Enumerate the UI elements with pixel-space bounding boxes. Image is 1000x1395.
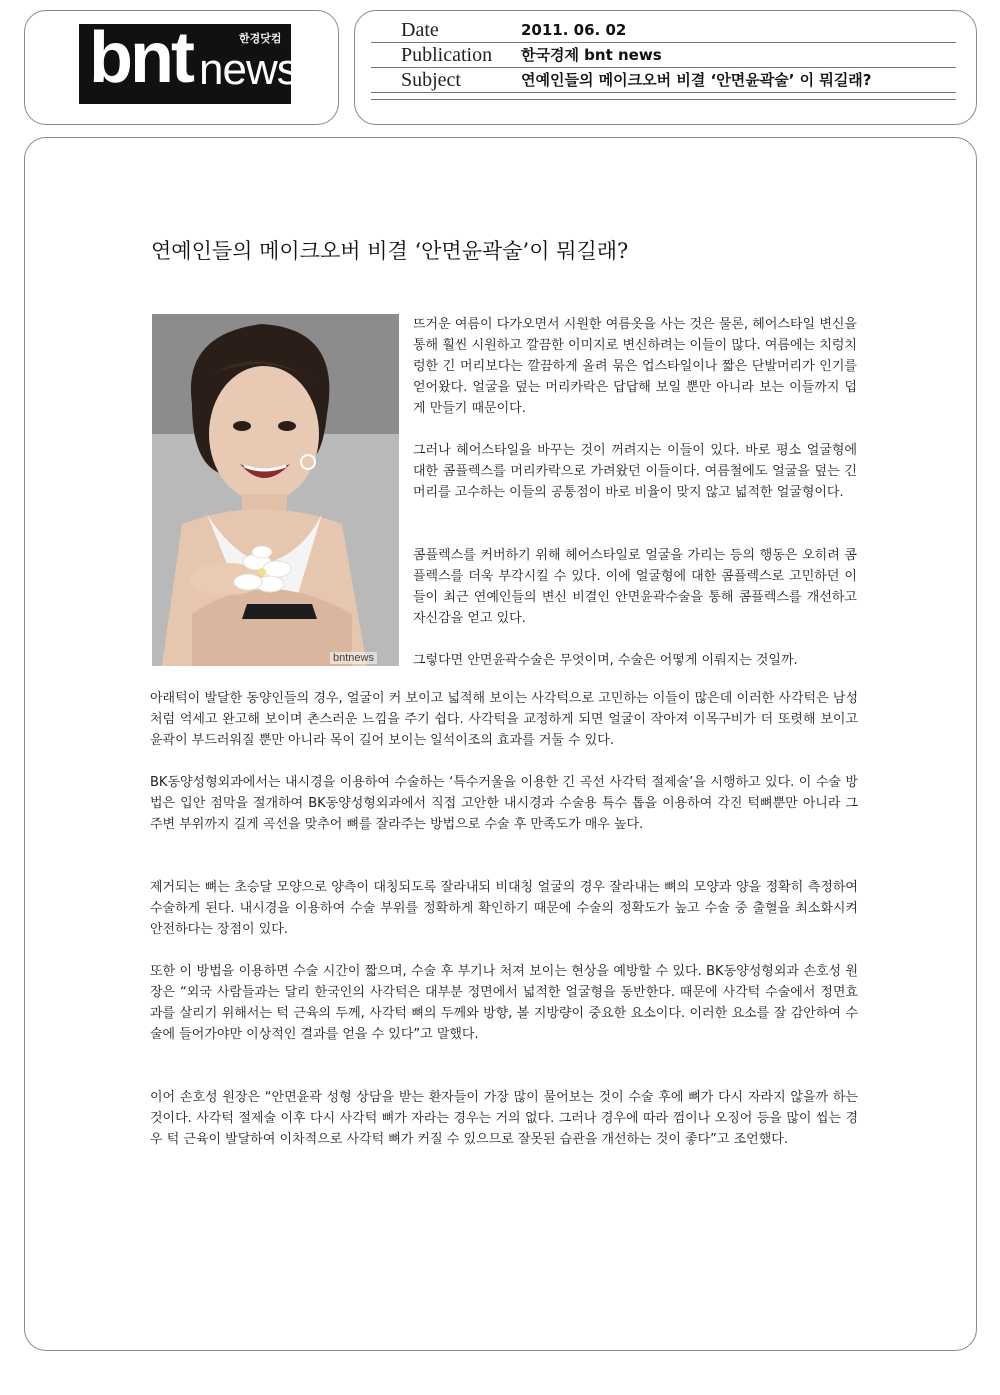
article-paragraph: BK동양성형외과에서는 내시경을 이용하여 수술하는 ‘특수거울을 이용한 긴 곡선 사각턱 절제술’을 시행하고 있다. 이 수술 방법은 입안 점막을 절개하여 BK동양성형외과에서 직접 고안한 내시경과 수술용 특수 톱을 이용하여 각진 턱뼈뿐만 아니라 그 주변 부위까지 길게 곡선을 맞추어 뼈를 잘라주는 방법으로 수술 후 만족도가 매우 높다. [150, 775, 858, 832]
meta-label: Publication [401, 44, 493, 66]
meta-row-date [371, 17, 956, 43]
article-headline: 연예인들의 메이크오버 비결 ‘안면윤곽술’이 뭐길래? [151, 239, 629, 263]
meta-value: 연예인들의 메이크오버 비결 ‘안면윤곽술’ 이 뭐길래? [521, 71, 872, 89]
logo-brand: bnt [89, 18, 192, 98]
article-paragraph: 콤플렉스를 커버하기 위해 헤어스타일로 얼굴을 가리는 등의 행동은 오히려 콤플렉스를 더욱 부각시킬 수 있다. 이에 얼굴형에 대한 콤플렉스로 고민하던 이들이 최근 연예인들의 변신 비결인 안면윤곽수술을 통해 콤플렉스를 개선하고 자신감을 얻고 있다. [413, 548, 857, 626]
article-paragraph: 제거되는 뼈는 초승달 모양으로 양측이 대칭되도록 잘라내되 비대칭 얼굴의 경우 잘라내는 뼈의 모양과 양을 정확히 측정하여 수술하게 된다. 내시경을 이용하여 수술 부위를 정확하게 확인하기 때문에 수술의 정확도가 높고 수술 중 출혈을 최소화시켜 안전하다는 장점이 있다. [150, 880, 858, 937]
meta-value: 2011. 06. 02 [521, 21, 627, 39]
logo-sub: news [199, 45, 298, 94]
metadata-panel [354, 10, 977, 125]
logo-korean: 한경닷컴 [239, 32, 282, 45]
article-paragraph: 이어 손호성 원장은 “안면윤곽 성형 상담을 받는 환자들이 가장 많이 물어보는 것이 수술 후에 뼈가 다시 자라지 않을까 하는 것이다. 사각턱 절제술 이후 다시 사각턱 뼈가 자라는 경우는 거의 없다. 그러나 경우에 따라 껌이나 오징어 등을 많이 씹는 경우 턱 근육이 발달하여 이차적으로 사각턱 뼈가 커질 수 있으므로 잘못된 습관을 개선하는 것이 좋다”고 조언했다. [150, 1090, 858, 1147]
meta-value: 한국경제 bnt news [521, 46, 662, 64]
bnt-news-logo [79, 18, 298, 104]
article-paragraph: 그렇다면 안면윤곽수술은 무엇이며, 수술은 어떻게 이뤄지는 것일까. [413, 653, 798, 668]
meta-label: Date [401, 19, 439, 41]
photo-credit: bntnews [330, 652, 377, 664]
woman-portrait-image [152, 314, 399, 666]
meta-row-subject [371, 67, 956, 93]
article-paragraph: 또한 이 방법을 이용하면 수술 시간이 짧으며, 수술 후 부기나 처져 보이는 현상을 예방할 수 있다. BK동양성형외과 손호성 원장은 “외국 사람들과는 달리 한국인의 사각턱은 대부분 정면에서 넓적한 얼굴형을 동반한다. 때문에 사각턱 수술에서 정면효과를 살리기 위해서는 턱 근육의 두께, 사각턱 뼈의 두께와 방향, 볼 지방량이 중요한 요소이다. 이러한 요소를 잘 감안하여 수술에 들어가야만 이상적인 결과를 얻을 수 있다”고 말했다. [150, 964, 858, 1042]
meta-label: Subject [401, 69, 461, 91]
article-paragraph: 아래턱이 발달한 동양인들의 경우, 얼굴이 커 보이고 넓적해 보이는 사각턱으로 고민하는 이들이 많은데 이러한 사각턱은 남성처럼 억세고 완고해 보이며 촌스러운 느낌을 주기 쉽다. 사각턱을 교정하게 되면 얼굴이 작아져 이목구비가 더 또렷해 보이고 윤곽이 부드러워질 뿐만 아니라 목이 길어 보이는 일석이조의 효과를 거둘 수 있다. [150, 691, 858, 748]
article-paragraph: 뜨거운 여름이 다가오면서 시원한 여름옷을 사는 것은 물론, 헤어스타일 변신을 통해 훨씬 시원하고 깔끔한 이미지로 변신하려는 이들이 많다. 여름에는 치렁치렁한 긴 머리보다는 깔끔하게 올려 묶은 업스타일이나 짧은 단발머리가 인기를 얻어왔다. 얼굴을 덮는 머리카락은 답답해 보일 뿐만 아니라 보는 이들까지 덥게 만들기 때문이다. [413, 317, 857, 416]
logo-panel [24, 10, 339, 125]
meta-row-publication [371, 42, 956, 68]
article-paragraph: 그러나 헤어스타일을 바꾸는 것이 꺼려지는 이들이 있다. 바로 평소 얼굴형에 대한 콤플렉스를 머리카락으로 가려왔던 이들이다. 여름철에도 얼굴을 덮는 긴 머리를 고수하는 이들의 공통점이 바로 비율이 맞지 않고 넓적한 얼굴형이다. [413, 443, 857, 500]
article-photo [152, 314, 399, 666]
meta-divider [371, 99, 956, 100]
article-panel [24, 137, 977, 1351]
